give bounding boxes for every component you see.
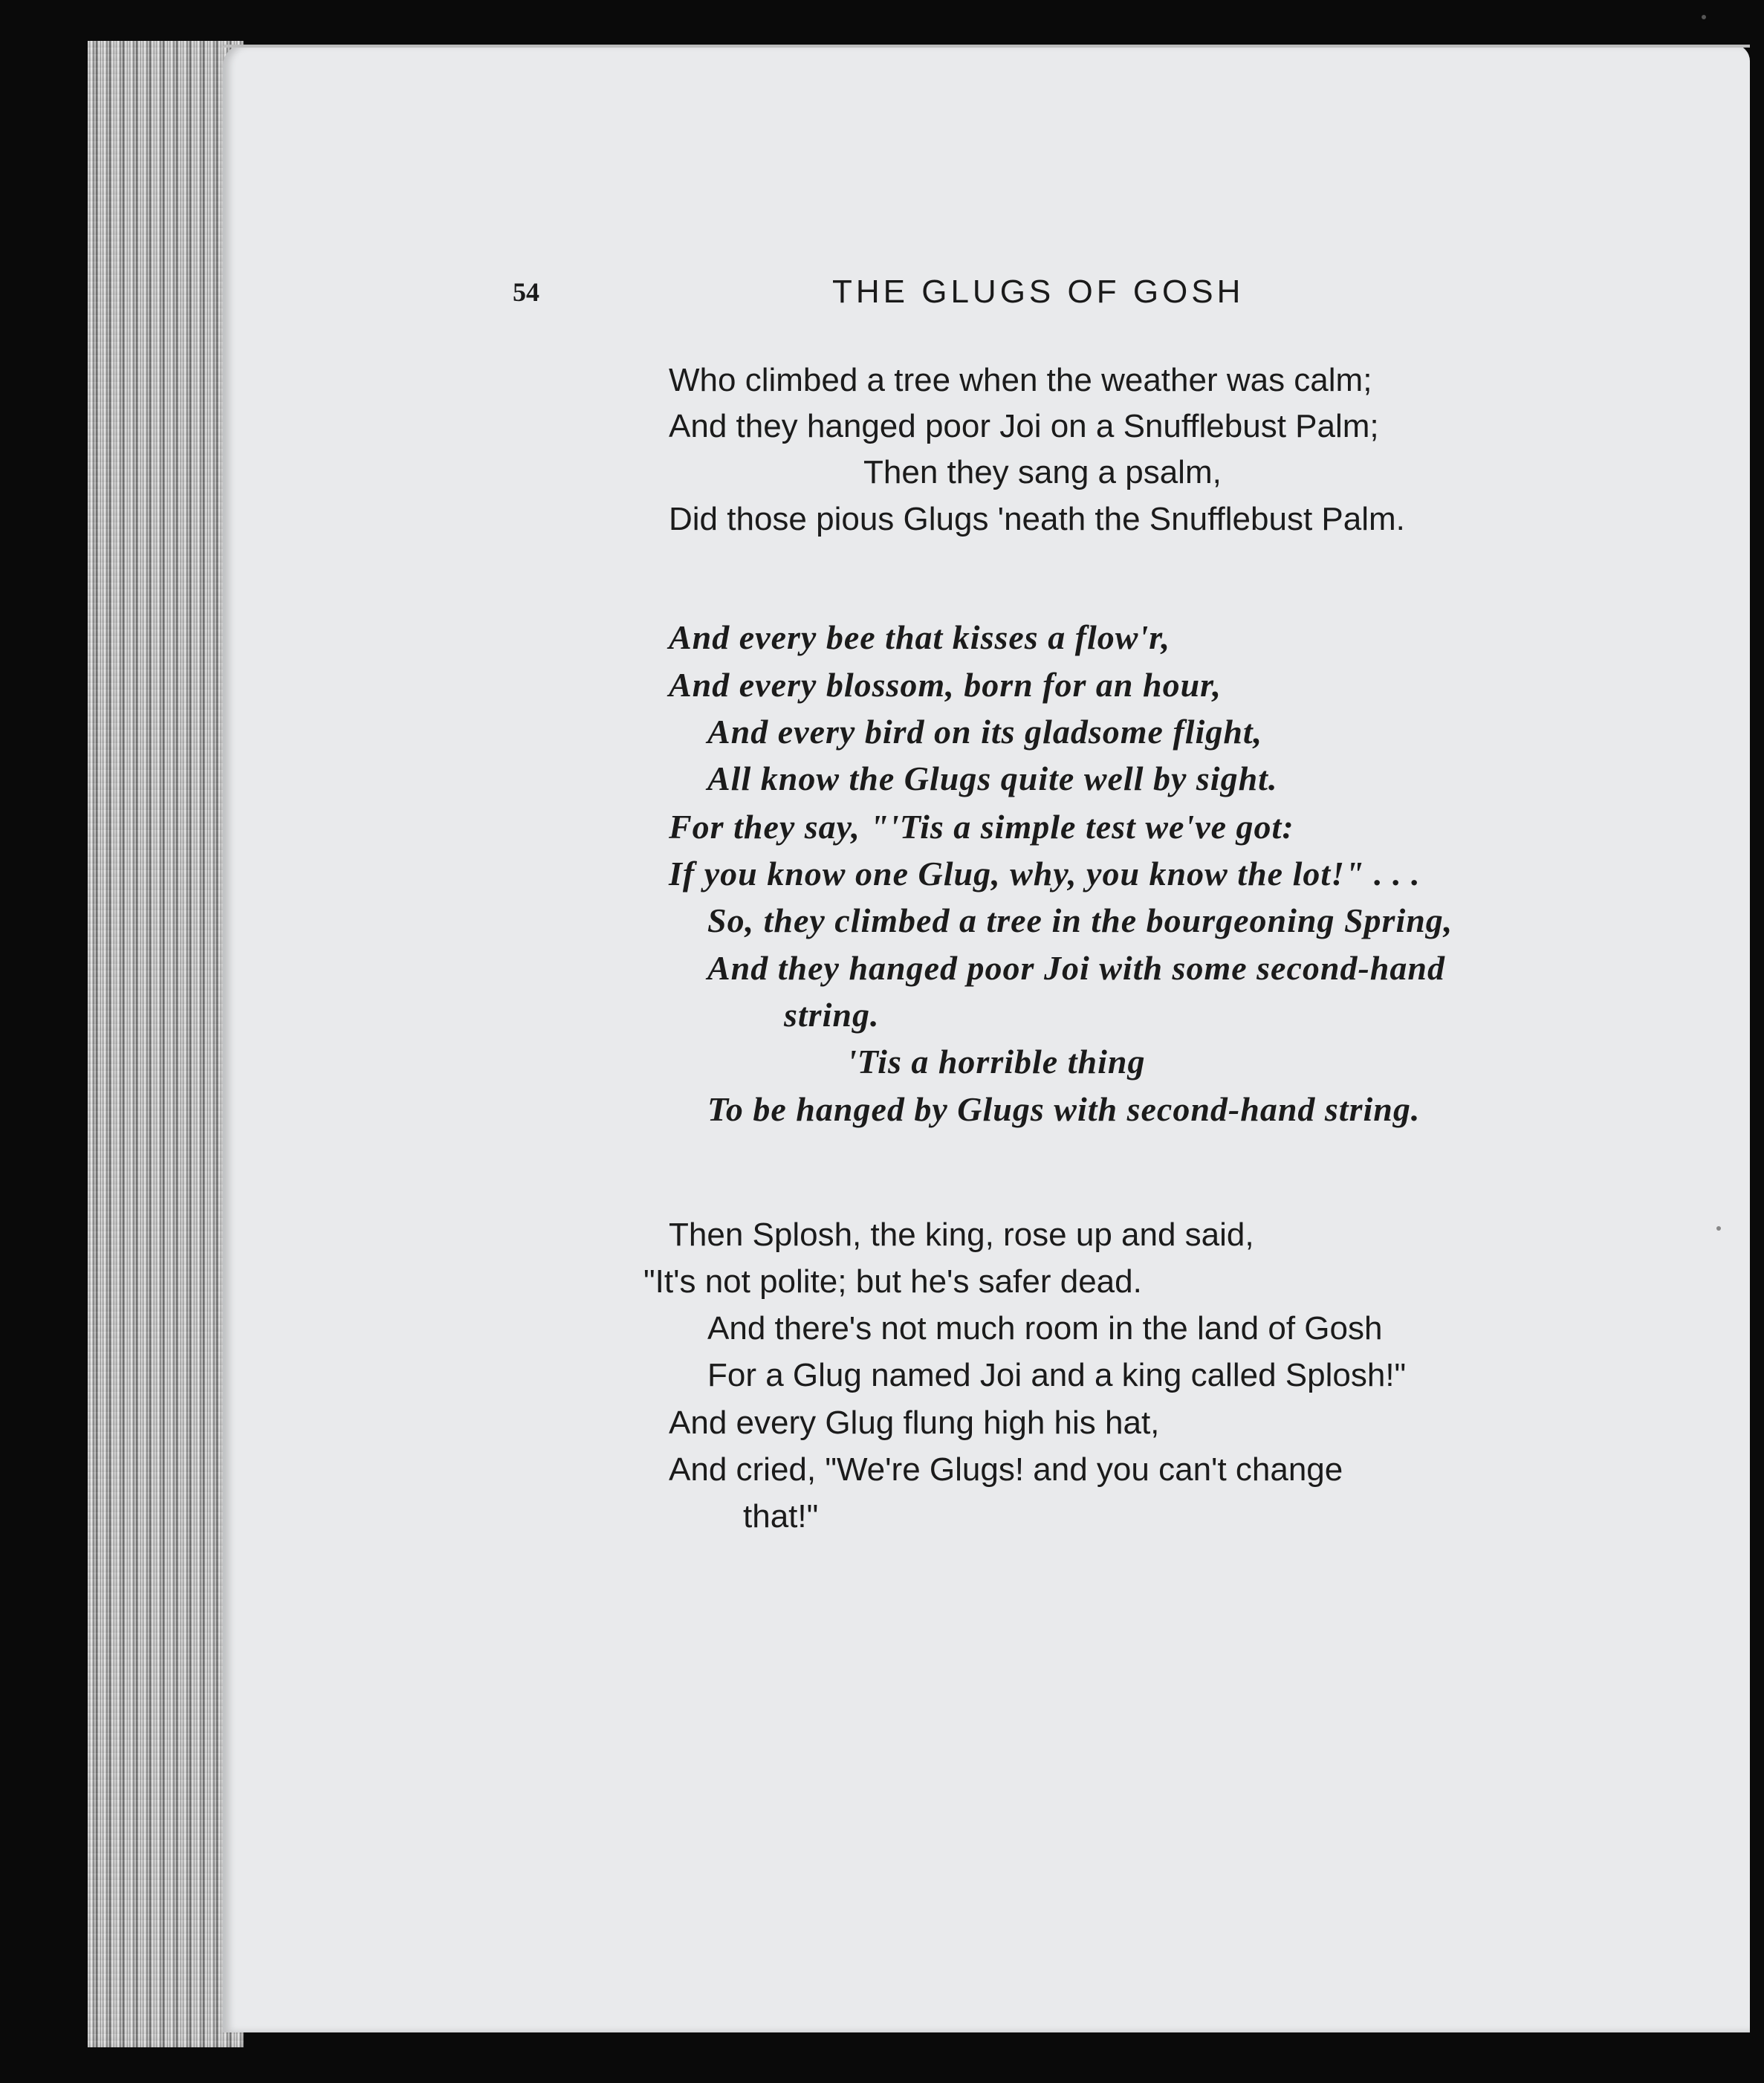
verse-line: To be hanged by Glugs with second-hand string. [707, 1090, 1421, 1128]
verse-line: And there's not much room in the land of Gosh [707, 1310, 1383, 1347]
verse-line: And every Glug flung high his hat, [669, 1405, 1160, 1441]
verse-line: And they hanged poor Joi with some second-hand [707, 949, 1445, 987]
verse-line: Then they sang a psalm, [863, 454, 1222, 490]
page-number: 54 [513, 277, 539, 307]
verse-line: If you know one Glug, why, you know the lot!" . . . [669, 855, 1421, 893]
verse-line: "It's not polite; but he's safer dead. [643, 1263, 1142, 1300]
verse-line: For they say, "'Tis a simple test we've got: [669, 808, 1294, 846]
book-page [223, 45, 1750, 2032]
verse-line: And they hanged poor Joi on a Snufflebust Palm; [669, 408, 1379, 444]
book-page-edges [88, 41, 244, 2047]
verse-line: And every bird on its gladsome flight, [707, 713, 1263, 751]
scan-speck [1716, 1226, 1721, 1231]
verse-line: Did those pious Glugs 'neath the Snufflebust Palm. [669, 501, 1405, 537]
verse-line: And every blossom, born for an hour, [669, 666, 1222, 704]
running-title: THE GLUGS OF GOSH [832, 273, 1245, 310]
verse-line: string. [784, 996, 880, 1034]
running-head [0, 273, 1764, 321]
verse-line: So, they climbed a tree in the bourgeoning Spring, [707, 901, 1453, 939]
verse-line: Who climbed a tree when the weather was calm; [669, 362, 1372, 398]
verse-line: For a Glug named Joi and a king called Splosh!" [707, 1357, 1407, 1393]
verse-line: And every bee that kisses a flow'r, [669, 618, 1171, 656]
verse-line: And cried, "We're Glugs! and you can't change [669, 1451, 1343, 1488]
scan-speck [1702, 15, 1706, 19]
verse-line: All know the Glugs quite well by sight. [707, 759, 1278, 797]
page-top-edge [223, 45, 1750, 48]
verse-line: 'Tis a horrible thing [847, 1043, 1146, 1081]
verse-line: that!" [743, 1498, 819, 1535]
verse-line: Then Splosh, the king, rose up and said, [669, 1217, 1254, 1253]
